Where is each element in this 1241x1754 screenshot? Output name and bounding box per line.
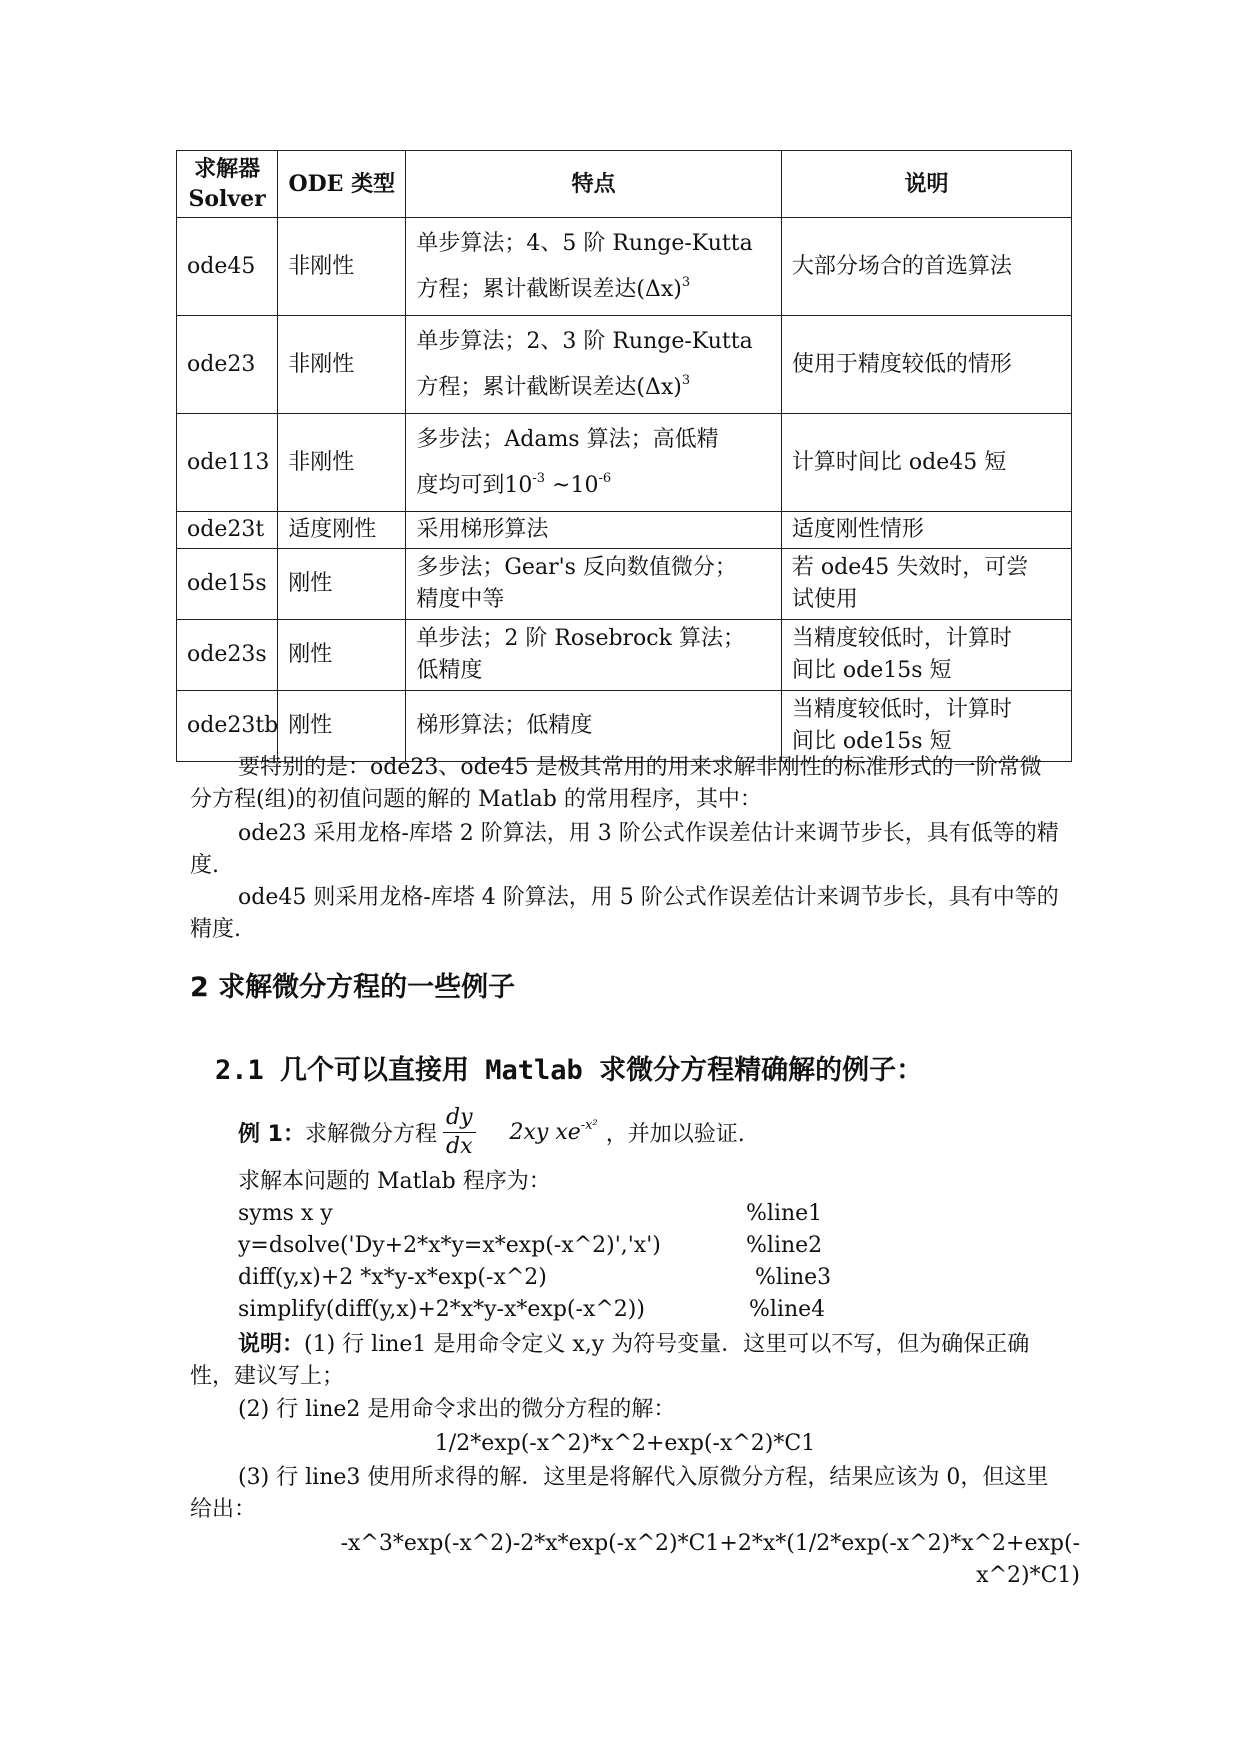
cell-type: 非刚性 [278, 218, 406, 316]
table-row [177, 316, 1072, 414]
table-row [177, 218, 1072, 316]
cell-solver: ode45 [177, 218, 278, 316]
header-features: 特点 [406, 151, 782, 218]
program-intro: 求解本问题的 Matlab 程序为： [238, 1169, 551, 1194]
cell-notes: 大部分场合的首选算法 [781, 218, 1071, 316]
cell-notes: 当精度较低时，计算时 间比 ode15s 短 [781, 620, 1071, 691]
table-row [177, 691, 1072, 762]
example-tail: ，并加以验证. [605, 1121, 745, 1147]
cell-type: 刚性 [278, 620, 406, 691]
solution-expression: 1/2*exp(-x^2)*x^2+exp(-x^2)*C1 [434, 1431, 816, 1456]
cell-solver: ode23tb [177, 691, 278, 762]
cell-notes: 若 ode45 失效时，可尝 试使用 [781, 549, 1071, 620]
cell-features: 单步算法；2、3 阶 Runge-Kutta 方程；累计截断误差达$(\Delta x)^3$ [406, 316, 782, 414]
cell-features: 多步法；Adams 算法；高低精 度均可到$10^{-3}$ $\sim 10^{-6}$ [406, 414, 782, 512]
header-ode-type: ODE 类型 [278, 151, 406, 218]
code-line: diff(y,x)+2 *x*y-x*exp(-x^2) %line3 [238, 1265, 832, 1290]
table-row [177, 512, 1072, 549]
section-heading: 2 求解微分方程的一些例子 [190, 972, 516, 1003]
cell-solver: ode113 [177, 414, 278, 512]
code-line: y=dsolve('Dy+2*x*y=x*exp(-x^2)','x') %line2 [238, 1233, 823, 1258]
example-label: 例 1： [238, 1121, 305, 1147]
equation-rhs: 2xy $xe^{-x^2}$ [509, 1117, 598, 1145]
subsection-heading: 2.1 几个可以直接用 Matlab 求微分方程精确解的例子： [215, 1055, 924, 1086]
code-line: simplify(diff(y,x)+2*x*y-x*exp(-x^2)) %line4 [238, 1297, 826, 1322]
substitution-expression: -x^3*exp(-x^2)-2*x*exp(-x^2)*C1+2*x*(1/2*exp(-x^2)*x^2+exp(-x^2)*C1) [340, 1531, 1080, 1588]
cell-notes: 适度刚性情形 [781, 512, 1071, 549]
paragraph-ode-intro: 要特别的是：ode23、ode45 是极其常用的用来求解非刚性的标准形式的一阶常微分方程(组)的初值问题的解的 Matlab 的常用程序，其中： [190, 755, 1042, 812]
paragraph-ode23: ode23 采用龙格-库塔 2 阶算法，用 3 阶公式作误差估计来调节步长，具有低等的精度. [190, 821, 1059, 878]
table-row [177, 620, 1072, 691]
header-notes: 说明 [781, 151, 1071, 218]
explanation-label: 说明： [238, 1331, 305, 1357]
example-lead: 求解微分方程 [304, 1121, 437, 1147]
cell-features: 单步算法；4、5 阶 Runge-Kutta 方程；累计截断误差达$(\Delta x)^3$ [406, 218, 782, 316]
table-row [177, 549, 1072, 620]
explanation-1: 说明：(1) 行 line1 是用命令定义 x,y 为符号变量．这里可以不写，但为确保正确性，建议写上； [190, 1331, 1030, 1389]
table-header-row [177, 151, 1072, 218]
cell-features: 多步法；Gear's 反向数值微分； 精度中等 [406, 549, 782, 620]
cell-type: 非刚性 [278, 316, 406, 414]
cell-type: 刚性 [278, 691, 406, 762]
cell-type: 适度刚性 [278, 512, 406, 549]
header-solver: 求解器 Solver [177, 151, 278, 218]
explanation-3: (3) 行 line3 使用所求得的解．这里是将解代入原微分方程，结果应该为 0，但这里给出： [190, 1465, 1049, 1522]
example-1 [238, 1100, 1058, 1164]
paragraph-ode45: ode45 则采用龙格-库塔 4 阶算法，用 5 阶公式作误差估计来调节步长，具有中等的精度. [190, 885, 1059, 942]
cell-solver: ode23s [177, 620, 278, 691]
solver-table [176, 150, 1072, 762]
cell-type: 非刚性 [278, 414, 406, 512]
cell-solver: ode23 [177, 316, 278, 414]
cell-notes: 使用于精度较低的情形 [781, 316, 1071, 414]
explanation-2: (2) 行 line2 是用命令求出的微分方程的解： [238, 1397, 676, 1422]
cell-features: 梯形算法；低精度 [406, 691, 782, 762]
cell-features: 采用梯形算法 [406, 512, 782, 549]
cell-solver: ode23t [177, 512, 278, 549]
cell-features: 单步法；2 阶 Rosebrock 算法； 低精度 [406, 620, 782, 691]
cell-solver: ode15s [177, 549, 278, 620]
cell-notes: 当精度较低时，计算时 间比 ode15s 短 [781, 691, 1071, 762]
table-row [177, 414, 1072, 512]
cell-type: 刚性 [278, 549, 406, 620]
cell-notes: 计算时间比 ode45 短 [781, 414, 1071, 512]
derivative-fraction: $\frac{dy}{dx}$ [443, 1104, 476, 1161]
code-line: syms x y %line1 [238, 1201, 823, 1226]
